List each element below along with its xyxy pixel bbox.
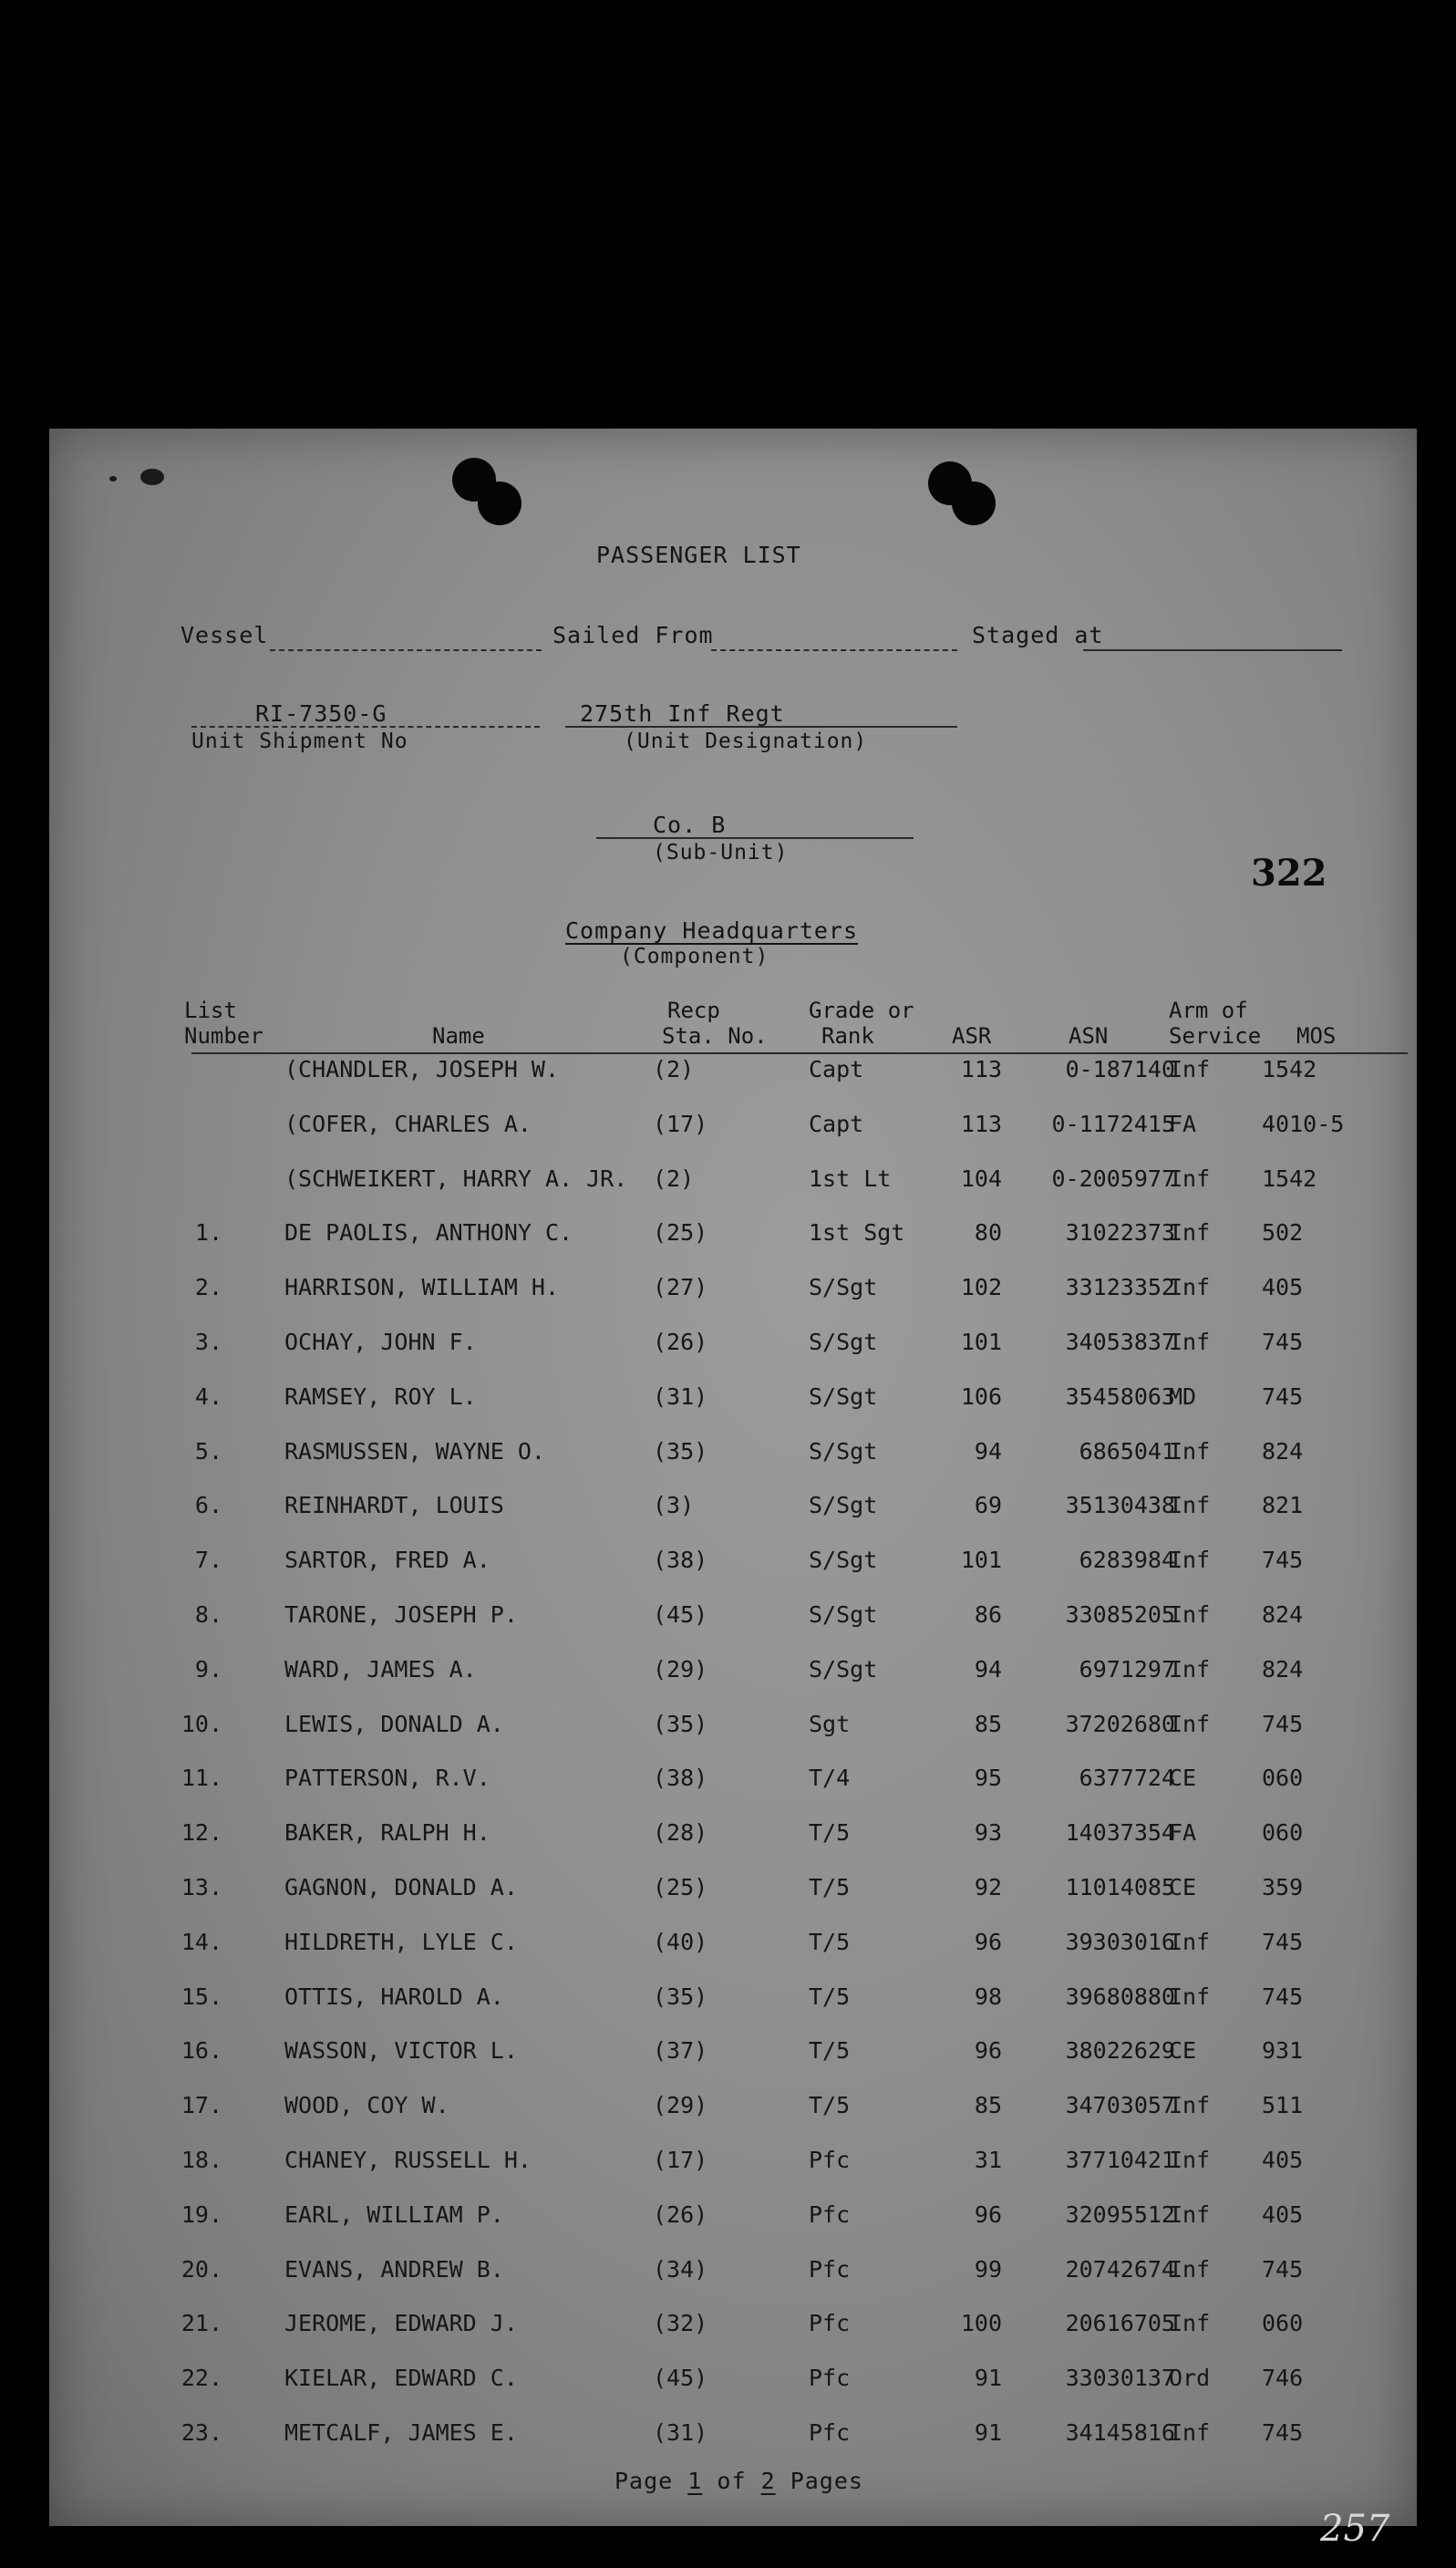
unit-shipment-label: Unit Shipment No bbox=[191, 730, 408, 753]
asn-number: 34703057 bbox=[1065, 2092, 1175, 2118]
passenger-name: WASSON, VICTOR L. bbox=[284, 2037, 518, 2064]
footer-page-label: Page bbox=[614, 2468, 674, 2494]
list-number: 12. bbox=[181, 1819, 222, 1846]
list-number: 1. bbox=[194, 1219, 222, 1246]
mos-code: 745 bbox=[1262, 1929, 1304, 1955]
table-row bbox=[49, 1111, 1417, 1147]
unit-designation-label: (Unit Designation) bbox=[624, 730, 868, 753]
col-arm-header bbox=[1169, 998, 1261, 1049]
recp-station: (28) bbox=[653, 1819, 708, 1846]
arm-of-service: Inf bbox=[1169, 2310, 1211, 2336]
list-number: 6. bbox=[194, 1492, 222, 1518]
passenger-name: LEWIS, DONALD A. bbox=[284, 1711, 504, 1737]
document-sheet bbox=[49, 429, 1417, 2526]
arm-of-service: FA bbox=[1169, 1819, 1197, 1846]
asr-score: 101 bbox=[960, 1329, 1002, 1355]
col-recp-header-line1: Recp bbox=[667, 998, 720, 1023]
mos-code: 745 bbox=[1262, 1547, 1304, 1573]
mos-code: 824 bbox=[1262, 1656, 1304, 1683]
grade-rank: S/Sgt bbox=[809, 1547, 878, 1573]
list-number: 23. bbox=[181, 2419, 222, 2446]
grade-rank: S/Sgt bbox=[809, 1601, 878, 1628]
table-row bbox=[49, 2310, 1417, 2346]
col-name-header bbox=[432, 1023, 485, 1049]
passenger-name: SARTOR, FRED A. bbox=[284, 1547, 490, 1573]
col-recp-header bbox=[662, 998, 768, 1049]
mos-code: 745 bbox=[1262, 1383, 1304, 1410]
col-asn-header bbox=[1069, 1023, 1108, 1049]
grade-rank: Pfc bbox=[809, 2147, 851, 2173]
table-row bbox=[49, 1492, 1417, 1528]
arm-of-service: Inf bbox=[1169, 1983, 1211, 2010]
col-recp-header-line2: Sta. No. bbox=[662, 1023, 768, 1049]
recp-station: (34) bbox=[653, 2256, 708, 2283]
recp-station: (25) bbox=[653, 1874, 708, 1900]
mos-code: 745 bbox=[1262, 1711, 1304, 1737]
arm-of-service: Inf bbox=[1169, 1056, 1211, 1082]
footer-page-total: 2 bbox=[760, 2468, 776, 2494]
col-arm-header-line2: Service bbox=[1169, 1023, 1262, 1049]
asr-score: 85 bbox=[974, 1711, 1002, 1737]
document-title: PASSENGER LIST bbox=[596, 542, 801, 568]
asn-number: 14037354 bbox=[1065, 1819, 1175, 1846]
asr-score: 100 bbox=[960, 2310, 1002, 2336]
table-row bbox=[49, 2201, 1417, 2238]
mos-code: 746 bbox=[1262, 2365, 1304, 2391]
asn-number: 6865041 bbox=[1079, 1438, 1175, 1465]
passenger-name: EVANS, ANDREW B. bbox=[284, 2256, 504, 2283]
recp-station: (2) bbox=[653, 1056, 695, 1082]
arm-of-service: Ord bbox=[1169, 2365, 1211, 2391]
staged-at-label: Staged at bbox=[972, 622, 1104, 648]
arm-of-service: Inf bbox=[1169, 1929, 1211, 1955]
mos-code: 745 bbox=[1262, 1983, 1304, 2010]
asr-score: 85 bbox=[974, 2092, 1002, 2118]
table-row bbox=[49, 1329, 1417, 1365]
ink-blot bbox=[109, 476, 117, 482]
asr-score: 86 bbox=[974, 1601, 1002, 1628]
arm-of-service: Inf bbox=[1169, 2419, 1211, 2446]
mos-code: 511 bbox=[1262, 2092, 1304, 2118]
vessel-label: Vessel bbox=[181, 622, 269, 648]
asn-number: 0-2005977 bbox=[1051, 1165, 1175, 1192]
mos-code: 060 bbox=[1262, 1819, 1304, 1846]
component-label: (Component) bbox=[620, 945, 769, 968]
asr-score: 69 bbox=[974, 1492, 1002, 1518]
table-row bbox=[49, 1656, 1417, 1693]
mos-code: 745 bbox=[1262, 2419, 1304, 2446]
passenger-name: OTTIS, HAROLD A. bbox=[284, 1983, 504, 2010]
recp-station: (37) bbox=[653, 2037, 708, 2064]
recp-station: (27) bbox=[653, 1274, 708, 1300]
arm-of-service: Inf bbox=[1169, 1329, 1211, 1355]
arm-of-service: Inf bbox=[1169, 1274, 1211, 1300]
table-row bbox=[49, 1165, 1417, 1202]
passenger-name: METCALF, JAMES E. bbox=[284, 2419, 518, 2446]
asr-score: 94 bbox=[974, 1438, 1002, 1465]
recp-station: (31) bbox=[653, 2419, 708, 2446]
passenger-name: EARL, WILLIAM P. bbox=[284, 2201, 504, 2228]
recp-station: (31) bbox=[653, 1383, 708, 1410]
asn-number: 37202680 bbox=[1065, 1711, 1175, 1737]
grade-rank: 1st Lt bbox=[809, 1165, 892, 1192]
punch-hole bbox=[478, 482, 521, 525]
asr-score: 96 bbox=[974, 2037, 1002, 2064]
table-row bbox=[49, 1383, 1417, 1420]
list-number: 16. bbox=[181, 2037, 222, 2064]
col-list-header-line2: Number bbox=[184, 1023, 263, 1049]
asn-number: 33123352 bbox=[1065, 1274, 1175, 1300]
col-mos-header bbox=[1296, 1023, 1336, 1049]
asr-score: 96 bbox=[974, 2201, 1002, 2228]
col-grade-header bbox=[809, 998, 914, 1049]
list-number: 22. bbox=[181, 2365, 222, 2391]
asn-number: 0-1172415 bbox=[1051, 1111, 1175, 1137]
mos-code: 060 bbox=[1262, 2310, 1304, 2336]
table-row bbox=[49, 1056, 1417, 1092]
passenger-name: WARD, JAMES A. bbox=[284, 1656, 477, 1683]
arm-of-service: CE bbox=[1169, 1765, 1197, 1791]
asn-number: 6971297 bbox=[1079, 1656, 1175, 1683]
col-grade-header-line2: Rank bbox=[821, 1023, 874, 1049]
recp-station: (35) bbox=[653, 1983, 708, 2010]
asn-number: 34145816 bbox=[1065, 2419, 1175, 2446]
mos-code: 824 bbox=[1262, 1601, 1304, 1628]
asr-score: 96 bbox=[974, 1929, 1002, 1955]
recp-station: (38) bbox=[653, 1765, 708, 1791]
passenger-name: (CHANDLER, JOSEPH W. bbox=[284, 1056, 560, 1082]
mos-code: 502 bbox=[1262, 1219, 1304, 1246]
table-row bbox=[49, 1929, 1417, 1965]
sub-unit-label: (Sub-Unit) bbox=[653, 841, 789, 865]
table-row bbox=[49, 1819, 1417, 1856]
grade-rank: S/Sgt bbox=[809, 1492, 878, 1518]
arm-of-service: Inf bbox=[1169, 2201, 1211, 2228]
mos-code: 060 bbox=[1262, 1765, 1304, 1791]
grade-rank: S/Sgt bbox=[809, 1383, 878, 1410]
recp-station: (45) bbox=[653, 2365, 708, 2391]
table-row bbox=[49, 1983, 1417, 2020]
mos-code: 359 bbox=[1262, 1874, 1304, 1900]
grade-rank: S/Sgt bbox=[809, 1274, 878, 1300]
asn-number: 0-187140 bbox=[1065, 1056, 1175, 1082]
unit-designation: 275th Inf Regt bbox=[580, 700, 785, 727]
sub-unit-line bbox=[596, 837, 914, 839]
list-number: 13. bbox=[181, 1874, 222, 1900]
arm-of-service: Inf bbox=[1169, 2256, 1211, 2283]
passenger-name: HARRISON, WILLIAM H. bbox=[284, 1274, 560, 1300]
grade-rank: Capt bbox=[809, 1056, 864, 1082]
passenger-name: KIELAR, EDWARD C. bbox=[284, 2365, 518, 2391]
table-row bbox=[49, 1274, 1417, 1310]
list-number: 17. bbox=[181, 2092, 222, 2118]
table-row bbox=[49, 1874, 1417, 1910]
recp-station: (26) bbox=[653, 2201, 708, 2228]
footer-page-current: 1 bbox=[687, 2468, 703, 2494]
asr-score: 106 bbox=[960, 1383, 1002, 1410]
asr-score: 93 bbox=[974, 1819, 1002, 1846]
asn-number: 32095512 bbox=[1065, 2201, 1175, 2228]
component: Company Headquarters bbox=[565, 917, 859, 944]
list-number: 8. bbox=[194, 1601, 222, 1628]
table-row bbox=[49, 1601, 1417, 1638]
list-number: 9. bbox=[194, 1656, 222, 1683]
mos-code: 1542 bbox=[1262, 1056, 1317, 1082]
passenger-name: GAGNON, DONALD A. bbox=[284, 1874, 518, 1900]
vessel-field-line bbox=[270, 649, 542, 651]
table-row bbox=[49, 2256, 1417, 2293]
asr-score: 99 bbox=[974, 2256, 1002, 2283]
passenger-name: BAKER, RALPH H. bbox=[284, 1819, 490, 1846]
recp-station: (38) bbox=[653, 1547, 708, 1573]
recp-station: (40) bbox=[653, 1929, 708, 1955]
table-row bbox=[49, 1765, 1417, 1801]
recp-station: (2) bbox=[653, 1165, 695, 1192]
asn-number: 33085205 bbox=[1065, 1601, 1175, 1628]
mos-code: 1542 bbox=[1262, 1165, 1317, 1192]
unit-designation-line bbox=[565, 726, 957, 728]
grade-rank: T/5 bbox=[809, 1929, 851, 1955]
arm-of-service: MD bbox=[1169, 1383, 1197, 1410]
table-row bbox=[49, 2419, 1417, 2456]
col-grade-header-line1: Grade or bbox=[809, 998, 914, 1023]
mos-code: 405 bbox=[1262, 2147, 1304, 2173]
list-number: 2. bbox=[194, 1274, 222, 1300]
sailed-from-field-line bbox=[711, 649, 957, 651]
grade-rank: S/Sgt bbox=[809, 1438, 878, 1465]
asn-number: 37710421 bbox=[1065, 2147, 1175, 2173]
arm-of-service: Inf bbox=[1169, 1711, 1211, 1737]
table-row bbox=[49, 2037, 1417, 2074]
arm-of-service: Inf bbox=[1169, 1601, 1211, 1628]
recp-station: (35) bbox=[653, 1438, 708, 1465]
asn-number: 33030137 bbox=[1065, 2365, 1175, 2391]
mos-code: 931 bbox=[1262, 2037, 1304, 2064]
asr-score: 94 bbox=[974, 1656, 1002, 1683]
asr-score: 80 bbox=[974, 1219, 1002, 1246]
grade-rank: T/5 bbox=[809, 1874, 851, 1900]
asn-number: 11014085 bbox=[1065, 1874, 1175, 1900]
passenger-name: RASMUSSEN, WAYNE O. bbox=[284, 1438, 545, 1465]
arm-of-service: CE bbox=[1169, 1874, 1197, 1900]
grade-rank: T/4 bbox=[809, 1765, 851, 1791]
table-row bbox=[49, 2365, 1417, 2401]
col-arm-header-line1: Arm of bbox=[1169, 998, 1248, 1023]
list-number: 10. bbox=[181, 1711, 222, 1737]
arm-of-service: Inf bbox=[1169, 2147, 1211, 2173]
asr-score: 98 bbox=[974, 1983, 1002, 2010]
asr-score: 91 bbox=[974, 2419, 1002, 2446]
recp-station: (25) bbox=[653, 1219, 708, 1246]
col-list-number-header bbox=[184, 998, 263, 1049]
table-row bbox=[49, 1438, 1417, 1475]
grade-rank: T/5 bbox=[809, 2037, 851, 2064]
asn-number: 20616705 bbox=[1065, 2310, 1175, 2336]
grade-rank: Sgt bbox=[809, 1711, 851, 1737]
grade-rank: Pfc bbox=[809, 2256, 851, 2283]
arm-of-service: Inf bbox=[1169, 1547, 1211, 1573]
list-number: 18. bbox=[181, 2147, 222, 2173]
asr-score: 101 bbox=[960, 1547, 1002, 1573]
grade-rank: Pfc bbox=[809, 2201, 851, 2228]
recp-station: (3) bbox=[653, 1492, 695, 1518]
grade-rank: Pfc bbox=[809, 2419, 851, 2446]
col-asr-header bbox=[952, 1023, 991, 1049]
col-asn-header-text: ASN bbox=[1069, 1023, 1109, 1049]
passenger-name: (SCHWEIKERT, HARRY A. JR. bbox=[284, 1165, 628, 1192]
recp-station: (35) bbox=[653, 1711, 708, 1737]
asn-number: 38022629 bbox=[1065, 2037, 1175, 2064]
table-row bbox=[49, 2147, 1417, 2183]
asr-score: 113 bbox=[960, 1056, 1002, 1082]
table-row bbox=[49, 2092, 1417, 2128]
header-rule bbox=[191, 1052, 1408, 1054]
table-row bbox=[49, 1547, 1417, 1583]
grade-rank: T/5 bbox=[809, 1819, 851, 1846]
ink-blot bbox=[140, 469, 164, 485]
recp-station: (32) bbox=[653, 2310, 708, 2336]
mos-code: 745 bbox=[1262, 2256, 1304, 2283]
asn-number: 34053837 bbox=[1065, 1329, 1175, 1355]
passenger-name: TARONE, JOSEPH P. bbox=[284, 1601, 518, 1628]
list-number: 3. bbox=[194, 1329, 222, 1355]
grade-rank: S/Sgt bbox=[809, 1656, 878, 1683]
passenger-name: WOOD, COY W. bbox=[284, 2092, 449, 2118]
list-number: 21. bbox=[181, 2310, 222, 2336]
passenger-name: JEROME, EDWARD J. bbox=[284, 2310, 518, 2336]
staged-at-field-line bbox=[1083, 649, 1342, 651]
handwritten-number: 257 bbox=[1320, 2508, 1390, 2550]
mos-code: 821 bbox=[1262, 1492, 1304, 1518]
sub-unit: Co. B bbox=[653, 812, 727, 838]
recp-station: (29) bbox=[653, 1656, 708, 1683]
arm-of-service: CE bbox=[1169, 2037, 1197, 2064]
asn-number: 31022373 bbox=[1065, 1219, 1175, 1246]
page-stamp-number: 322 bbox=[1251, 852, 1327, 895]
mos-code: 824 bbox=[1262, 1438, 1304, 1465]
asr-score: 92 bbox=[974, 1874, 1002, 1900]
arm-of-service: Inf bbox=[1169, 1492, 1211, 1518]
arm-of-service: FA bbox=[1169, 1111, 1197, 1137]
list-number: 19. bbox=[181, 2201, 222, 2228]
list-number: 15. bbox=[181, 1983, 222, 2010]
asn-number: 39303016 bbox=[1065, 1929, 1175, 1955]
arm-of-service: Inf bbox=[1169, 1219, 1211, 1246]
asn-number: 35458063 bbox=[1065, 1383, 1175, 1410]
list-number: 4. bbox=[194, 1383, 222, 1410]
grade-rank: T/5 bbox=[809, 1983, 851, 2010]
table-row bbox=[49, 1219, 1417, 1256]
arm-of-service: Inf bbox=[1169, 1438, 1211, 1465]
mos-code: 745 bbox=[1262, 1329, 1304, 1355]
mos-code: 405 bbox=[1262, 1274, 1304, 1300]
asn-number: 6283984 bbox=[1079, 1547, 1175, 1573]
asr-score: 91 bbox=[974, 2365, 1002, 2391]
passenger-name: OCHAY, JOHN F. bbox=[284, 1329, 477, 1355]
passenger-name: REINHARDT, LOUIS bbox=[284, 1492, 504, 1518]
col-name-header-text: Name bbox=[432, 1023, 485, 1049]
asn-number: 20742674 bbox=[1065, 2256, 1175, 2283]
list-number: 20. bbox=[181, 2256, 222, 2283]
asr-score: 31 bbox=[974, 2147, 1002, 2173]
col-asr-header-text: ASR bbox=[952, 1023, 992, 1049]
passenger-name: CHANEY, RUSSELL H. bbox=[284, 2147, 532, 2173]
list-number: 11. bbox=[181, 1765, 222, 1791]
grade-rank: 1st Sgt bbox=[809, 1219, 905, 1246]
passenger-name: (COFER, CHARLES A. bbox=[284, 1111, 532, 1137]
footer-of-label: of bbox=[717, 2468, 747, 2494]
passenger-name: HILDRETH, LYLE C. bbox=[284, 1929, 518, 1955]
asn-number: 6377724 bbox=[1079, 1765, 1175, 1791]
asr-score: 95 bbox=[974, 1765, 1002, 1791]
col-list-header-line1: List bbox=[184, 998, 237, 1023]
col-mos-header-text: MOS bbox=[1296, 1023, 1337, 1049]
passenger-name: DE PAOLIS, ANTHONY C. bbox=[284, 1219, 573, 1246]
unit-shipment-no: RI-7350-G bbox=[255, 700, 387, 727]
recp-station: (26) bbox=[653, 1329, 708, 1355]
recp-station: (17) bbox=[653, 2147, 708, 2173]
asn-number: 39680880 bbox=[1065, 1983, 1175, 2010]
asr-score: 102 bbox=[960, 1274, 1002, 1300]
grade-rank: T/5 bbox=[809, 2092, 851, 2118]
asr-score: 104 bbox=[960, 1165, 1002, 1192]
sailed-from-label: Sailed From bbox=[552, 622, 714, 648]
grade-rank: Pfc bbox=[809, 2310, 851, 2336]
grade-rank: Capt bbox=[809, 1111, 864, 1137]
arm-of-service: Inf bbox=[1169, 2092, 1211, 2118]
arm-of-service: Inf bbox=[1169, 1165, 1211, 1192]
passenger-name: PATTERSON, R.V. bbox=[284, 1765, 490, 1791]
unit-shipment-line bbox=[191, 726, 540, 728]
footer-pages-label: Pages bbox=[790, 2468, 863, 2494]
arm-of-service: Inf bbox=[1169, 1656, 1211, 1683]
asr-score: 113 bbox=[960, 1111, 1002, 1137]
passenger-name: RAMSEY, ROY L. bbox=[284, 1383, 477, 1410]
recp-station: (45) bbox=[653, 1601, 708, 1628]
page-footer bbox=[614, 2468, 863, 2494]
recp-station: (17) bbox=[653, 1111, 708, 1137]
asn-number: 35130438 bbox=[1065, 1492, 1175, 1518]
grade-rank: Pfc bbox=[809, 2365, 851, 2391]
grade-rank: S/Sgt bbox=[809, 1329, 878, 1355]
recp-station: (29) bbox=[653, 2092, 708, 2118]
list-number: 5. bbox=[194, 1438, 222, 1465]
table-row bbox=[49, 1711, 1417, 1747]
mos-code: 4010-5 bbox=[1262, 1111, 1345, 1137]
list-number: 14. bbox=[181, 1929, 222, 1955]
punch-hole bbox=[952, 482, 996, 525]
mos-code: 405 bbox=[1262, 2201, 1304, 2228]
list-number: 7. bbox=[194, 1547, 222, 1573]
